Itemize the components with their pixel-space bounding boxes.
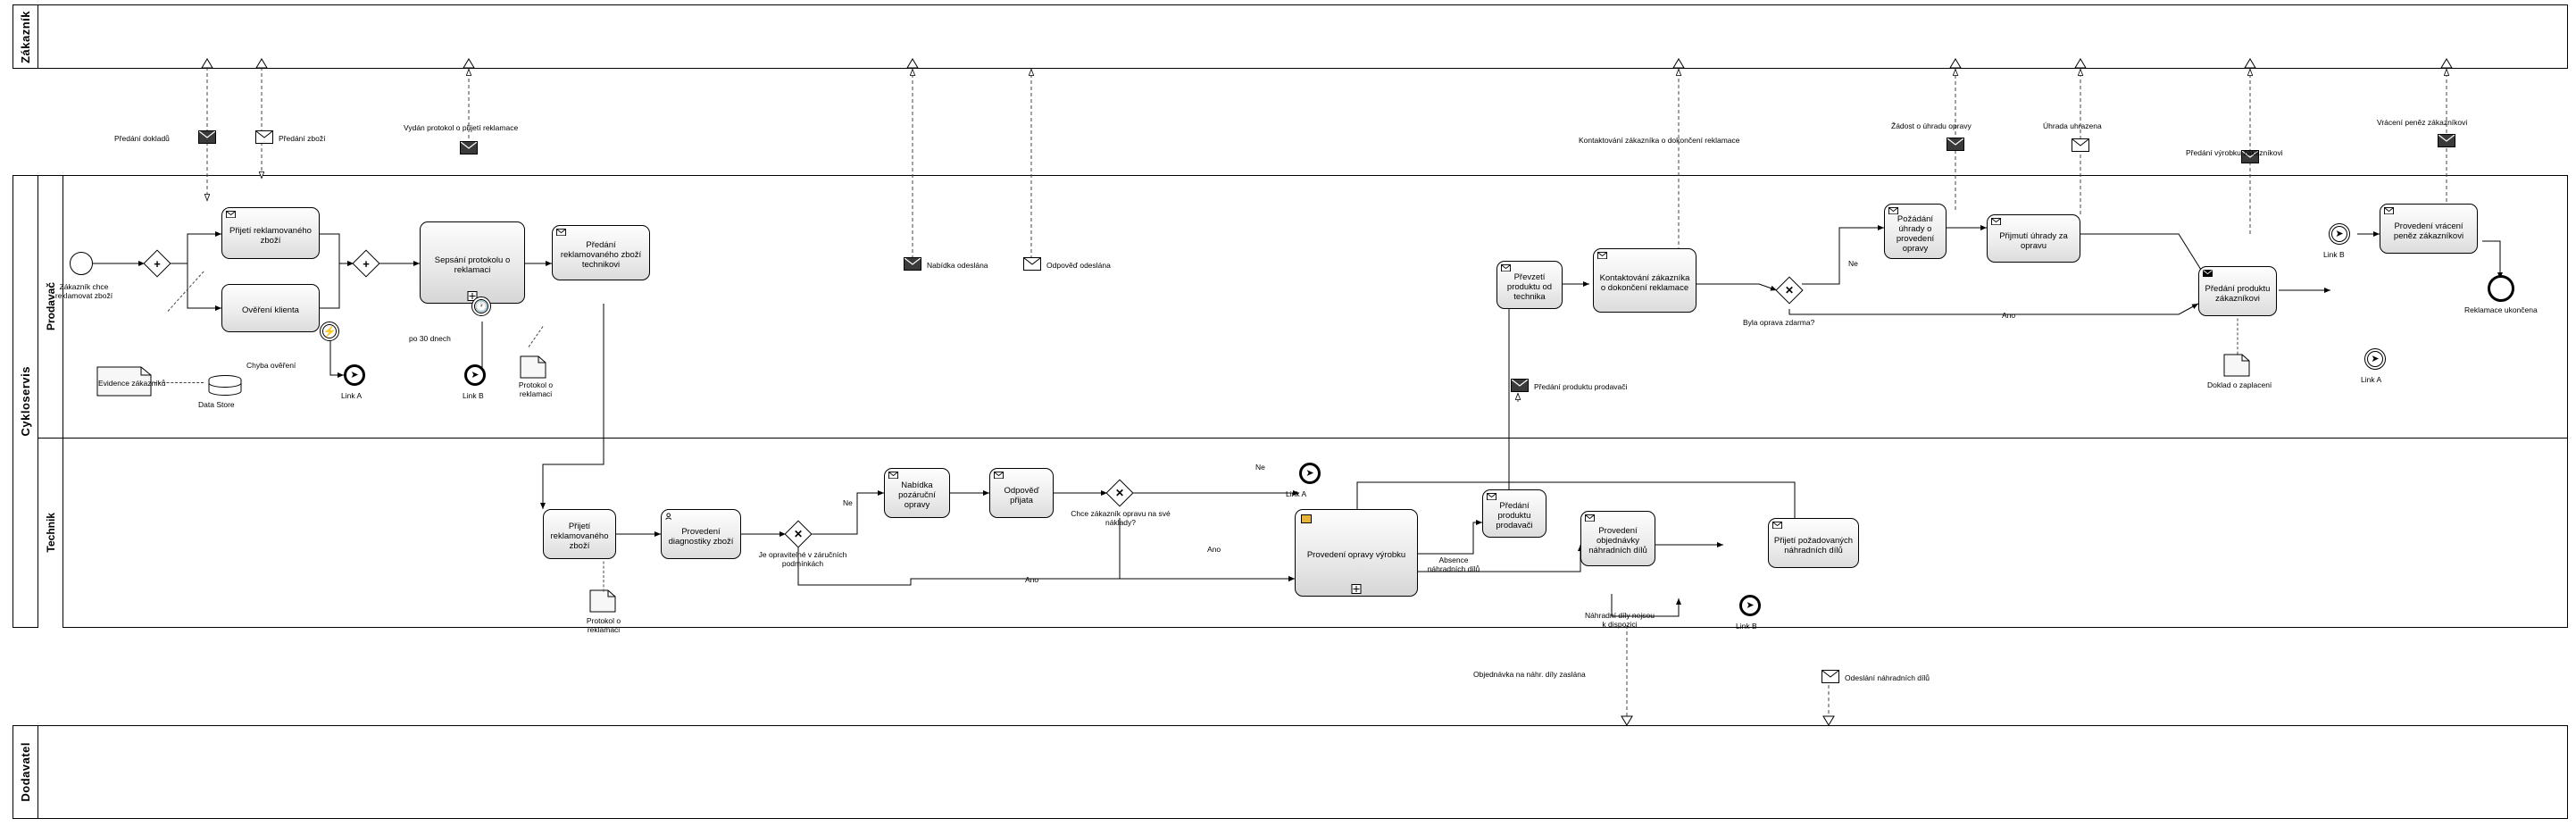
task-label: Převzetí produktu od technika (1506, 272, 1553, 302)
message-label-predani-zbozi: Předání zboží (279, 134, 326, 143)
pool-header-dodavatel: Dodavatel (13, 726, 38, 818)
message-task-icon (226, 211, 236, 219)
message-envelope-predani-dokladu (198, 130, 216, 144)
flow-label-absence-dilu: Absence náhradních dílů (1427, 556, 1480, 573)
link-b-label-1: Link B (463, 391, 484, 400)
gateway-exclusive-mark: ✕ (793, 528, 804, 540)
message-task-icon (556, 229, 566, 237)
message-task-icon (1501, 264, 1511, 272)
end-event-label: Reklamace ukončena (2464, 305, 2538, 314)
gateway-parallel-join (354, 251, 379, 276)
message-task-icon (2203, 270, 2213, 278)
message-label-zadost-uhrada: Žádost o úhradu opravy (1891, 121, 1972, 130)
message-label-predani-produktu-prodavaci: Předání produktu prodavači (1534, 382, 1628, 391)
task-pozadani-uhrady-opravy[interactable] (1884, 204, 1947, 259)
document-protokol-o-reklamaci-2 (589, 589, 616, 613)
link-icon: ➤ (471, 369, 479, 380)
pool-header-cykloservis: Cykloservis (13, 176, 38, 627)
task-label: Kontaktování zákazníka o dokončení reklamace (1599, 272, 1690, 293)
link-a-label-1: Link A (341, 391, 363, 400)
link-a-label-2: Link A (1286, 489, 1307, 498)
flow-label-ano-2: Ano (1207, 545, 1221, 554)
message-envelope-odeslani-dilu (1822, 670, 1839, 683)
document-doklad-o-zaplaceni (2223, 354, 2250, 377)
timer-label: po 30 dnech (409, 334, 451, 343)
message-envelope-vraceni-penez (2438, 134, 2455, 147)
message-label-vraceni-penez: Vrácení peněz zákazníkovi (2377, 118, 2468, 127)
gateway-byla-oprava-zdarma (1777, 278, 1802, 303)
message-task-icon (1597, 252, 1607, 260)
task-label: Provedení vrácení peněz zákazníkovi (2393, 221, 2464, 241)
message-envelope-zadost-uhrada (1947, 138, 1964, 151)
message-task-icon (2384, 207, 2394, 215)
task-prijmuti-uhrady-za-opravu[interactable] (1987, 214, 2080, 263)
message-task-icon (1991, 218, 2001, 226)
pool-header-zakaznik: Zákazník (13, 5, 38, 68)
task-label: Sepsání protokolu o reklamaci (434, 255, 511, 275)
message-label-nabidka-odeslana: Nabídka odeslána (927, 261, 988, 270)
subprocess-expand-icon[interactable] (1352, 584, 1362, 594)
task-label: Ověření klienta (242, 305, 299, 315)
gateway-parallel-mark: + (363, 256, 370, 271)
gateway-exclusive-mark: ✕ (1784, 284, 1795, 297)
task-label: Nabídka pozáruční opravy (898, 480, 936, 510)
task-overeni-klienta[interactable] (221, 284, 320, 332)
gateway-parallel-split (145, 251, 170, 276)
message-label-odeslani-dilu: Odeslání náhradních dílů (1845, 673, 1930, 682)
flow-label-ne-3: Ne (1848, 259, 1858, 268)
task-label: Odpověď přijata (1004, 485, 1039, 505)
task-label: Přijetí reklamovaného zboží (229, 225, 312, 246)
gateway-label-byla-oprava: Byla oprava zdarma? (1743, 318, 1815, 327)
task-label: Přijetí požadovaných náhradních dílů (1773, 535, 1854, 556)
message-envelope-predani-zbozi (255, 130, 273, 144)
timer-boundary-event (471, 297, 491, 316)
data-store-evidence (204, 375, 246, 397)
flow-label-ano-3: Ano (2002, 311, 2016, 320)
link-a-catch (2364, 348, 2386, 370)
flow-label-ano-1: Ano (1025, 575, 1039, 584)
link-b-label-2: Link B (1736, 622, 1757, 631)
flow-label-ne-1: Ne (843, 498, 853, 507)
timer-icon: 🕐 (474, 300, 488, 313)
task-prevzeti-produktu-od-technika[interactable] (1496, 261, 1563, 309)
message-label-uhrada-uhrazena: Úhrada uhrazena (2043, 121, 2102, 130)
link-b-throw-1 (464, 364, 486, 386)
ad-hoc-icon (1301, 514, 1312, 523)
task-label: Provedení diagnostiky zboží (668, 526, 734, 547)
task-label: Provedení objednávky náhradních dílů (1588, 526, 1647, 556)
task-label: Předání produktu zákazníkovi (2205, 283, 2271, 304)
association-evidence (154, 382, 204, 383)
task-provedeni-opravy-vyrobku[interactable] (1295, 509, 1418, 597)
task-label: Předání reklamovaného zboží technikovi (560, 240, 642, 270)
task-label: Přijetí reklamovaného zboží (550, 522, 609, 551)
task-kontaktovani-zakaznika[interactable] (1593, 248, 1696, 313)
link-icon: ➤ (2335, 228, 2344, 239)
task-provedeni-vraceni-penez[interactable] (2380, 204, 2478, 254)
link-b-throw-2 (1739, 595, 1761, 616)
link-b-label-3: Link B (2323, 250, 2345, 259)
link-icon: ➤ (350, 369, 359, 380)
pool-cykloservis (13, 175, 2568, 628)
message-task-icon (1487, 493, 1496, 501)
message-task-icon (1585, 514, 1595, 522)
lane-divider (38, 438, 2568, 439)
document-protokol-o-reklamaci-1 (520, 355, 546, 379)
message-label-odpoved-odeslana: Odpověď odeslána (1046, 261, 1111, 270)
task-provedeni-objednavky-nahradnich-dilu[interactable] (1580, 511, 1655, 566)
error-boundary-event (320, 322, 339, 341)
message-label-kontaktovani-zakaznika: Kontaktování zákazníka o dokončení reklamace (1579, 136, 1740, 145)
lane-header-prodavac: Prodavač (38, 176, 63, 438)
message-task-icon (888, 472, 898, 480)
message-label-objednavka-dily: Objednávka na náhr. díly zaslána (1473, 670, 1586, 679)
doklad-label: Doklad o zaplacení (2207, 380, 2272, 389)
task-sepsani-protokolu-o-reklamaci[interactable] (420, 221, 525, 304)
task-label: Provedení opravy výrobku (1306, 550, 1406, 560)
task-predani-reklamovaneho-zbozi-technikovi[interactable] (552, 225, 650, 280)
task-provedeni-diagnostiky-zbozi[interactable] (661, 509, 741, 559)
gateway-label-je-opravitelne: Je opravitelné v záručních podmínkách (758, 550, 847, 568)
link-a-label-3: Link A (2361, 375, 2382, 384)
pool-zakaznik (13, 4, 2568, 69)
task-prijeti-pozadovanych-nahradnich-dilu[interactable] (1768, 518, 1859, 568)
gateway-je-opravitelne (786, 522, 811, 547)
message-task-icon (1772, 522, 1782, 530)
user-task-icon (665, 513, 675, 521)
task-label: Předání produktu prodavači (1496, 501, 1533, 530)
link-b-catch (2329, 223, 2350, 245)
task-predani-produktu-prodavaci[interactable] (1482, 489, 1546, 538)
task-prijeti-reklamovaneho-zbozi-technik[interactable] (543, 509, 616, 559)
end-event-reklamace-ukoncena (2488, 275, 2514, 302)
task-nabidka-pozarucni-opravy[interactable] (884, 468, 950, 518)
message-label-protokol-prijeti: Vydán protokol o přijetí reklamace (404, 123, 519, 132)
link-a-throw-1 (344, 364, 365, 386)
pool-dodavatel (13, 725, 2568, 819)
data-store-label: Data Store (198, 400, 235, 409)
start-event-label: Zákazník chce reklamovat zboží (54, 282, 113, 300)
error-flow-label: Chyba ověření (246, 361, 296, 370)
message-envelope-uhrada-uhrazena (2072, 138, 2089, 152)
evidence-label: Evidence zákazníků (98, 379, 166, 388)
protokol-label-1: Protokol o reklamaci (518, 380, 554, 398)
message-task-icon (994, 472, 1004, 480)
flow-label-ne-2: Ne (1255, 463, 1265, 472)
gateway-chce-zakaznik-opravu (1107, 480, 1132, 505)
task-odpoved-prijata[interactable] (989, 468, 1054, 518)
task-label: Přijmutí úhrady za opravu (1999, 230, 2068, 251)
protokol-label-2: Protokol o reklamaci (586, 616, 621, 634)
message-label-predani-vyrobku: Předání výrobku zákazníkovi (2186, 148, 2283, 157)
start-event (70, 252, 93, 275)
message-envelope-nabidka-odeslana (904, 257, 921, 271)
link-a-throw-2 (1299, 463, 1321, 484)
message-envelope-protokol-prijeti (460, 141, 478, 155)
message-label-predani-dokladu: Předání dokladů (114, 134, 170, 143)
gateway-parallel-mark: + (154, 256, 161, 271)
task-label: Požádání úhrady o provedení opravy (1896, 213, 1935, 254)
gateway-label-chce-zakaznik: Chce zákazník opravu na své náklady? (1071, 509, 1171, 527)
task-predani-produktu-zakaznikovi[interactable] (2198, 266, 2277, 316)
error-icon: ⚡ (322, 325, 337, 338)
message-task-icon (1888, 207, 1898, 215)
message-envelope-predani-produktu-prodavaci (1511, 379, 1529, 392)
message-envelope-odpoved-odeslana (1023, 257, 1041, 271)
gateway-exclusive-mark: ✕ (1114, 487, 1125, 499)
lane-header-technik: Technik (38, 438, 63, 628)
link-icon: ➤ (2371, 353, 2380, 364)
flow-label-nahradni-dily: Náhradní díly nejsou k dispozici (1585, 611, 1655, 629)
link-icon: ➤ (1305, 467, 1314, 479)
link-icon: ➤ (1746, 599, 1755, 611)
task-prijeti-reklamovaneho-zbozi[interactable] (221, 207, 320, 259)
